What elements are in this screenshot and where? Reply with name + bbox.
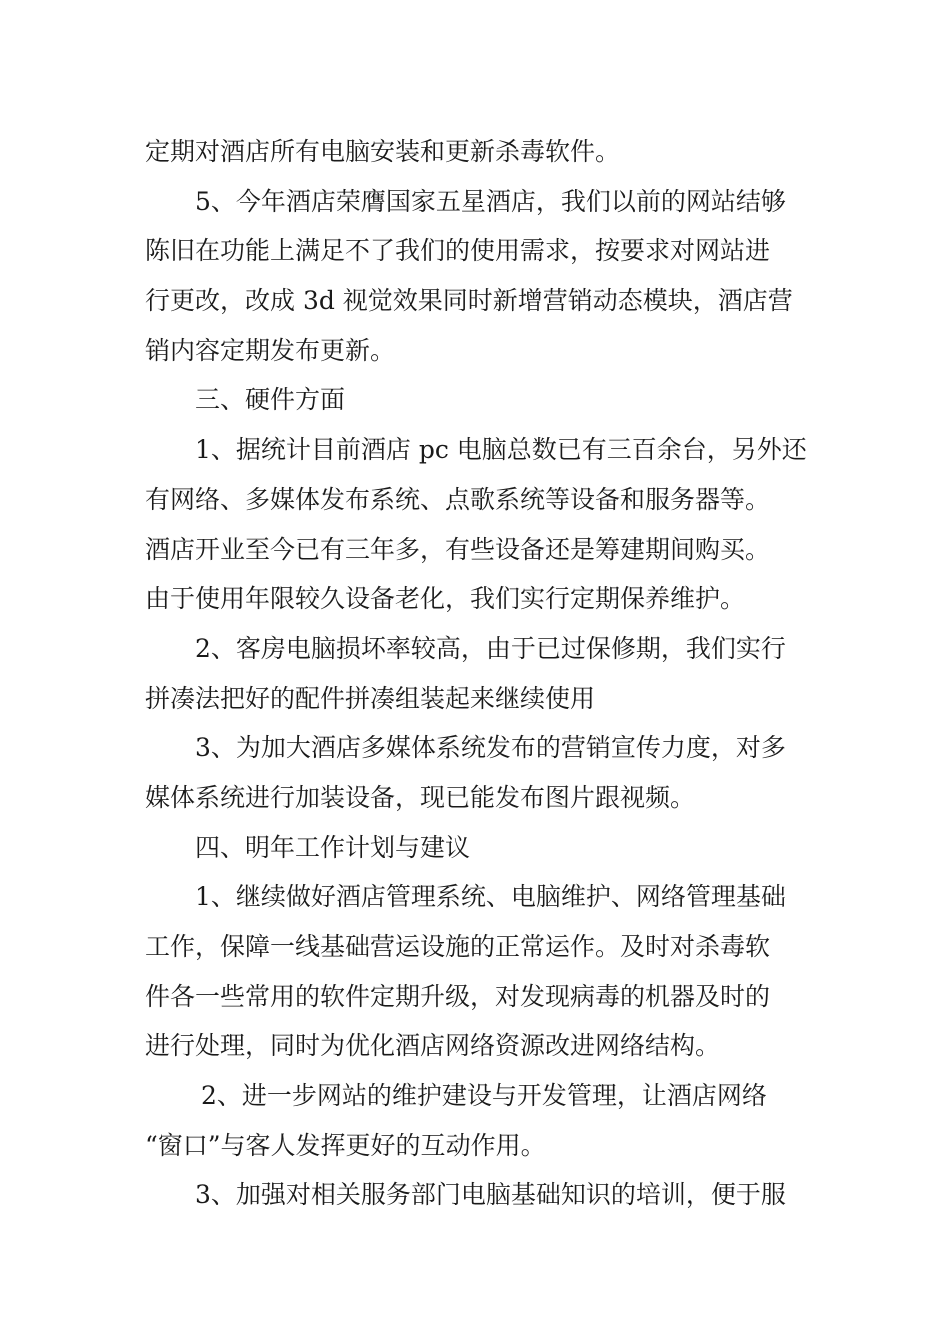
text-line: 有网络、多媒体发布系统、点歌系统等设备和服务器等。 [145,484,771,514]
text-line: “窗口”与客人发挥更好的互动作用。 [145,1130,546,1160]
text-line: 工作，保障一线基础营运设施的正常运作。及时对杀毒软 [145,932,771,961]
text-line: 行更改，改成 3d 视觉效果同时新增营销动态模块，酒店营 [145,286,793,316]
text-line: 3、加强对相关服务部门电脑基础知识的培训，便于服 [195,1180,786,1210]
text-line: 酒店开业至今已有三年多，有些设备还是筹建期间购买。 [145,534,771,564]
text-line: 进行处理，同时为优化酒店网络资源改进网络结构。 [145,1031,721,1061]
text-line: 陈旧在功能上满足不了我们的使用需求，按要求对网站进 [145,236,771,266]
text-line: 媒体系统进行加装设备，现已能发布图片跟视频。 [145,782,696,812]
text-line: 5、今年酒店荣膺国家五星酒店，我们以前的网站结够 [195,186,786,216]
text-line: 2、客房电脑损坏率较高，由于已过保修期，我们实行 [195,633,786,663]
text-line: 1、据统计目前酒店 pc 电脑总数已有三百余台，另外还 [195,435,807,465]
text-line: 件各一些常用的软件定期升级，对发现病毒的机器及时的 [145,981,771,1011]
text-line: 拼凑法把好的配件拼凑组装起来继续使用 [145,683,596,713]
text-line: 定期对酒店所有电脑安装和更新杀毒软件。 [145,137,621,166]
text-line: 2、进一步网站的维护建设与开发管理，让酒店网络 [201,1081,767,1111]
text-line: 销内容定期发布更新。 [145,335,396,365]
text-line: 3、为加大酒店多媒体系统发布的营销宣传力度，对多 [195,733,786,763]
section-heading: 四、明年工作计划与建议 [195,832,471,862]
text-line: 1、继续做好酒店管理系统、电脑维护、网络管理基础 [195,882,786,912]
section-heading: 三、硬件方面 [195,385,346,415]
text-line: 由于使用年限较久设备老化，我们实行定期保养维护。 [145,584,746,614]
document-body [145,127,810,1220]
